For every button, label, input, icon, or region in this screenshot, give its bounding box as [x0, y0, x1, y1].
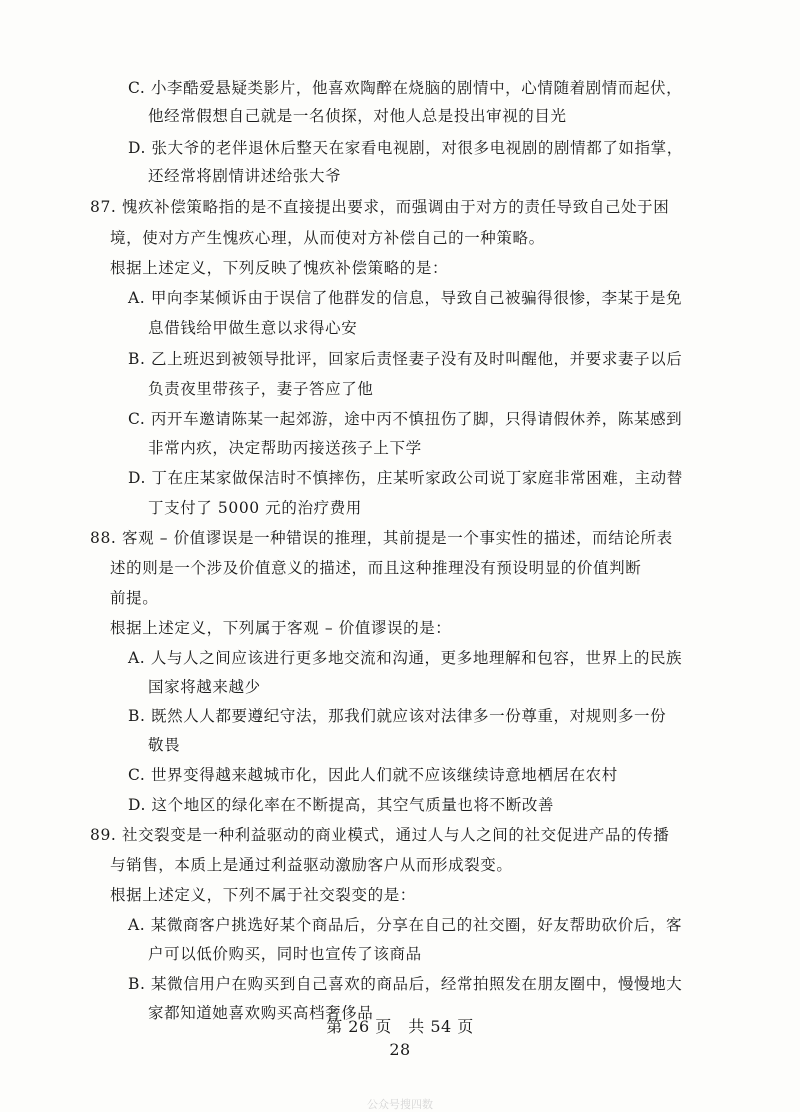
text-line: B. 某微信用户在购买到自己喜欢的商品后，经常拍照发在朋友圈中，慢慢地大	[128, 975, 683, 993]
text-line: 国家将越来越少	[148, 678, 261, 696]
text-line: A. 人与人之间应该进行更多地交流和沟通，更多地理解和包容，世界上的民族	[128, 649, 683, 667]
text-line: D. 这个地区的绿化率在不断提高，其空气质量也将不断改善	[128, 796, 555, 814]
text-line: D. 丁在庄某家做保洁时不慎摔伤，庄某听家政公司说丁家庭非常困难，主动替	[128, 469, 683, 487]
text-line: 根据上述定义，下列反映了愧疚补偿策略的是：	[110, 259, 449, 277]
text-line: 还经常将剧情讲述给张大爷	[148, 167, 342, 185]
text-line: 他经常假想自己就是一名侦探，对他人总是投出审视的目光	[148, 107, 567, 125]
text-line: 家都知道她喜欢购买高档奢侈品	[148, 1004, 374, 1022]
text-line: 与销售，本质上是通过利益驱动激励客户从而形成裂变。	[110, 856, 513, 874]
text-line: 户可以低价购买，同时也宣传了该商品	[148, 945, 422, 963]
text-line: 根据上述定义，下列不属于社交裂变的是：	[110, 886, 416, 904]
text-line: 88. 客观 – 价值谬误是一种错误的推理，其前提是一个事实性的描述，而结论所表	[90, 529, 673, 547]
text-line: B. 乙上班迟到被领导批评，回家后责怪妻子没有及时叫醒他，并要求妻子以后	[128, 350, 683, 368]
text-line: A. 某微商客户挑选好某个商品后，分享在自己的社交圈，好友帮助砍价后，客	[128, 916, 683, 934]
text-line: 境，使对方产生愧疚心理，从而使对方补偿自己的一种策略。	[110, 229, 545, 247]
text-line: 前提。	[110, 589, 159, 607]
text-line: C. 丙开车邀请陈某一起郊游，途中丙不慎扭伤了脚，只得请假休养，陈某感到	[128, 410, 683, 428]
text-line: 敬畏	[148, 736, 181, 754]
watermark-text: 公众号搜四数	[367, 1098, 433, 1111]
page-number: 28	[389, 1040, 411, 1059]
text-line: 息借钱给甲做生意以求得心安	[148, 319, 358, 337]
text-line: 负责夜里带孩子，妻子答应了他	[148, 380, 374, 398]
page-footer-label: 第 26 页 共 54 页	[326, 1017, 474, 1036]
text-line: D. 张大爷的老伴退休后整天在家看电视剧，对很多电视剧的剧情都了如指掌，	[128, 139, 683, 157]
text-line: 87. 愧疚补偿策略指的是不直接提出要求，而强调由于对方的责任导致自己处于困	[90, 198, 670, 216]
text-line: 非常内疚，决定帮助丙接送孩子上下学	[148, 439, 422, 457]
text-line: 述的则是一个涉及价值意义的描述，而且这种推理没有预设明显的价值判断	[110, 559, 642, 577]
text-line: A. 甲向李某倾诉由于误信了他群发的信息，导致自己被骗得很惨，李某于是免	[128, 289, 683, 307]
text-line: C. 世界变得越来越城市化，因此人们就不应该继续诗意地栖居在农村	[128, 766, 618, 784]
text-line: 89. 社交裂变是一种利益驱动的商业模式，通过人与人之间的社交促进产品的传播	[90, 826, 670, 844]
text-line: C. 小李酷爱悬疑类影片，他喜欢陶醉在烧脑的剧情中，心情随着剧情而起伏，	[128, 79, 683, 97]
text-line: 根据上述定义，下列属于客观 – 价值谬误的是：	[110, 619, 452, 637]
text-line: B. 既然人人都要遵纪守法，那我们就应该对法律多一份尊重，对规则多一份	[128, 707, 667, 725]
text-line: 丁支付了 5000 元的治疗费用	[148, 499, 362, 517]
